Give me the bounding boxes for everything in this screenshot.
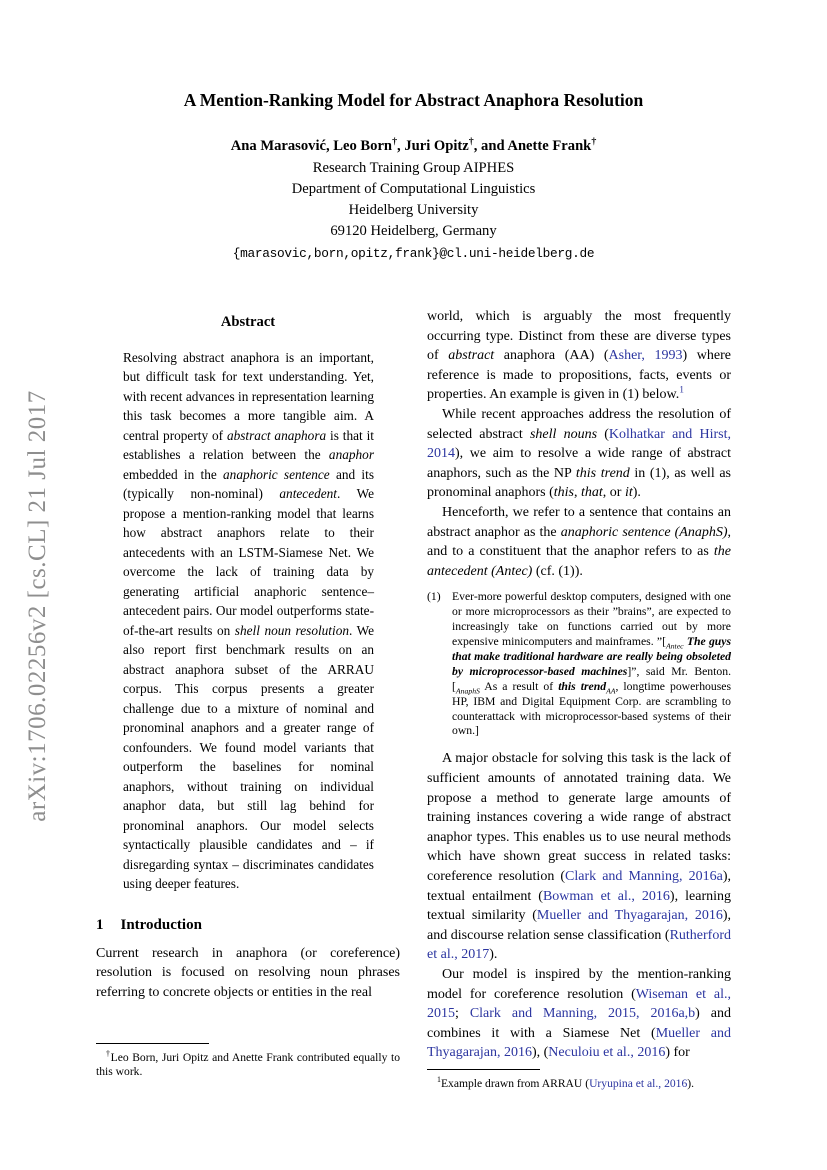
footnote-text [96, 1048, 400, 1079]
footnote-rule [96, 1043, 209, 1044]
section-heading-introduction [96, 915, 400, 935]
text-segment: † [591, 136, 597, 148]
text-segment: . We also report first benchmark results on an abstract anaphora subset of the ARRAU corpus. This corpus presents a greater challenge due to a mixture of nominal and pronominal anaphors and a greater range of confounders. We found model variants that outperform the baselines for nominal anaphors, without training on individual anaphor data, but still lag behind for pronominal anaphors. Our model selects syntactically plausible candidates and – if disregarding syntax – discriminates candidates using deeper features. [123, 622, 374, 892]
affiliation-line: Research Training Group AIPHES [312, 160, 515, 176]
text-segment: ) and combines it with a Siamese Net ( [427, 1006, 731, 1041]
citation-link[interactable]: Bowman et al., 2016 [542, 888, 670, 904]
two-column-body [96, 307, 732, 1090]
text-segment: 1 [437, 1075, 441, 1085]
text-segment: AA [606, 686, 616, 696]
text-segment: ), learning textual similarity ( [427, 888, 731, 924]
text-segment: embedded in the [123, 466, 224, 482]
text-segment: AnaphS [455, 686, 480, 696]
text-segment: Ana Marasović, Leo Born [230, 138, 393, 154]
affiliation-line: Heidelberg University [348, 202, 479, 218]
text-segment: , Juri Opitz [397, 138, 469, 154]
text-segment: While recent approaches address the resolution of selected abstract [427, 406, 731, 442]
citation-link[interactable]: Neculoiu et al., 2016 [548, 1045, 666, 1061]
text-segment: † [392, 136, 398, 148]
citation-link[interactable]: Rutherford et al., 2017 [427, 927, 731, 963]
text-segment: ), we aim to resolve a wide range of abstract anaphors, such as the NP [427, 446, 731, 481]
paragraph: Current research in anaphora (or coreference) resolution is focused on resolving noun phrases referring to concrete objects or entities in the real [96, 945, 400, 1000]
text-segment: shell noun resolution [234, 622, 349, 638]
paper-title: A Mention-Ranking Model for Abstract Anaphora Resolution [183, 90, 644, 110]
affiliation-line: 69120 Heidelberg, Germany [330, 223, 497, 239]
footnote-text [427, 1077, 731, 1091]
text-segment: Example drawn from ARRAU ( [440, 1076, 590, 1090]
citation-link[interactable]: Clark and Manning, 2016a [565, 868, 723, 884]
citation-link[interactable]: Kolhatkar and Hirst, 2014 [427, 426, 731, 462]
text-segment: ( [597, 426, 609, 442]
text-segment: A major obstacle for solving this task is the lack of sufficient amounts of annotated training data. We propose a method to generate large amounts of training instances covering a wide range of abstract anaphor types. This enables us to use neural methods which have shown great success in related tasks: coreference resolution ( [427, 751, 731, 884]
paragraph [427, 405, 731, 503]
text-segment: Resolving abstract anaphora is an important, but difficult task for text understanding. Yet, with recent advances in representation learning this task becomes a more tangible aim. A central property of [123, 349, 374, 443]
abstract-heading: Abstract [220, 314, 276, 330]
footnote-left [96, 1043, 400, 1079]
text-segment: As a result of [479, 679, 559, 693]
text-segment: world, which is arguably the most frequently occurring type. Distinct from these are diverse types of [427, 309, 731, 364]
text-segment: ). [632, 485, 641, 501]
text-segment: the antecedent (Antec) [427, 544, 731, 579]
citation-link[interactable]: Mueller and Thyagarajan, 2016 [427, 1025, 732, 1061]
text-segment: ), and discourse relation sense classification ( [427, 908, 731, 943]
text-segment: Antec [665, 641, 684, 651]
text-segment: Henceforth, we refer to a sentence that contains an abstract anaphor as the [427, 504, 731, 540]
text-segment: this trend [575, 465, 630, 481]
text-segment: is that it establishes a relation between the [123, 427, 374, 463]
paragraph [427, 307, 731, 405]
citation-link[interactable]: 1 [679, 385, 684, 396]
text-segment: and its (typically non-nominal) [123, 466, 374, 502]
text-segment: , longtime powerhouses HP, IBM and Digital Equipment Corp. are scrambling to counterattack with microprocessor-based systems of their own.] [452, 679, 732, 738]
text-segment: ]”, said Mr. Benton. [ [452, 664, 731, 693]
text-segment: anaphora (AA) ( [494, 348, 609, 364]
left-column [96, 307, 400, 1079]
text-segment: anaphoric sentence [223, 466, 330, 482]
example-body [452, 590, 731, 739]
section-number: 1 [96, 916, 104, 933]
text-segment: ) for [665, 1045, 690, 1061]
text-segment: ; [455, 1006, 470, 1022]
text-segment: , and to a constituent that the anaphor refers to as [427, 524, 732, 560]
text-segment: Ever-more powerful desktop computers, designed with one or more microprocessors as their ”brains”, are expected to increasingly take on functions carried out by more expensive minicomputers and mainframes. ”[ [452, 590, 731, 649]
text-segment: this [553, 485, 574, 501]
text-segment: ), textual entailment ( [427, 868, 731, 904]
text-segment: † [468, 136, 474, 148]
arxiv-watermark: arXiv:1706.02256v2 [cs.CL] 21 Jul 2017 [24, 390, 51, 822]
section-title: Introduction [120, 916, 202, 933]
text-segment: anaphor [328, 447, 374, 463]
text-segment: in (1), as well as pronominal anaphors ( [427, 465, 731, 501]
footnote-right [427, 1069, 731, 1091]
affiliation-line: Department of Computational Linguistics [291, 181, 536, 197]
text-segment: Our model is inspired by the mention-ranking model for coreference resolution ( [427, 966, 731, 1002]
example-block [427, 590, 731, 739]
paragraph [427, 503, 731, 581]
text-segment: , [573, 485, 581, 501]
example-label: (1) [427, 590, 441, 604]
text-segment: , or [602, 485, 625, 501]
citation-link[interactable]: Asher, 1993 [608, 348, 683, 364]
citation-link[interactable]: Mueller and Thyagarajan, 2016 [536, 908, 723, 924]
affiliation-block [0, 158, 827, 261]
text-segment: this trend [558, 679, 607, 693]
paragraph [427, 749, 731, 965]
text-segment: Leo Born, Juri Opitz and Anette Frank contributed equally to this work. [96, 1050, 400, 1078]
text-segment: . We propose a mention-ranking model that learns how abstract anaphors relate to their antecedents with an LSTM-Siamese Net. We overcome the lack of training data by generating artificial anaphoric sentence–antecedent pairs. Our model outperforms state-of-the-art results on [123, 486, 375, 638]
text-segment: ), ( [531, 1045, 549, 1061]
abstract-body [123, 348, 374, 894]
authors-line [0, 138, 827, 155]
spacer [96, 1002, 400, 1042]
text-segment: (cf. (1)). [532, 563, 583, 579]
footnote-rule [427, 1069, 540, 1070]
text-segment: † [106, 1048, 111, 1058]
citation-link[interactable]: Clark and Manning, 2015, 2016a,b [469, 1006, 696, 1022]
text-segment: abstract [448, 348, 495, 364]
text-segment: antecedent [279, 486, 337, 502]
text-segment: it [624, 485, 633, 501]
text-segment: that [580, 485, 603, 501]
text-segment: , and Anette Frank [473, 138, 592, 154]
paragraph [427, 965, 731, 1063]
text-segment: shell nouns [529, 426, 598, 442]
email-line: {marasovic,born,opitz,frank}@cl.uni-heidelberg.de [232, 246, 595, 261]
text-segment: ) where reference is made to propositions, facts, events or properties. An example is given in (1) below. [427, 348, 732, 403]
text-segment: anaphoric sentence (AnaphS) [560, 524, 728, 540]
right-column [427, 307, 732, 1090]
text-segment: ). [687, 1076, 695, 1090]
text-segment: ). [489, 947, 498, 963]
citation-link[interactable]: Wiseman et al., 2015 [427, 986, 731, 1022]
text-segment: abstract anaphora [226, 427, 327, 443]
text-segment: The guys that make traditional hardware are really being obsoleted by microprocessor-based machines [452, 635, 732, 678]
citation-link[interactable]: Uryupina et al., 2016 [589, 1076, 688, 1090]
